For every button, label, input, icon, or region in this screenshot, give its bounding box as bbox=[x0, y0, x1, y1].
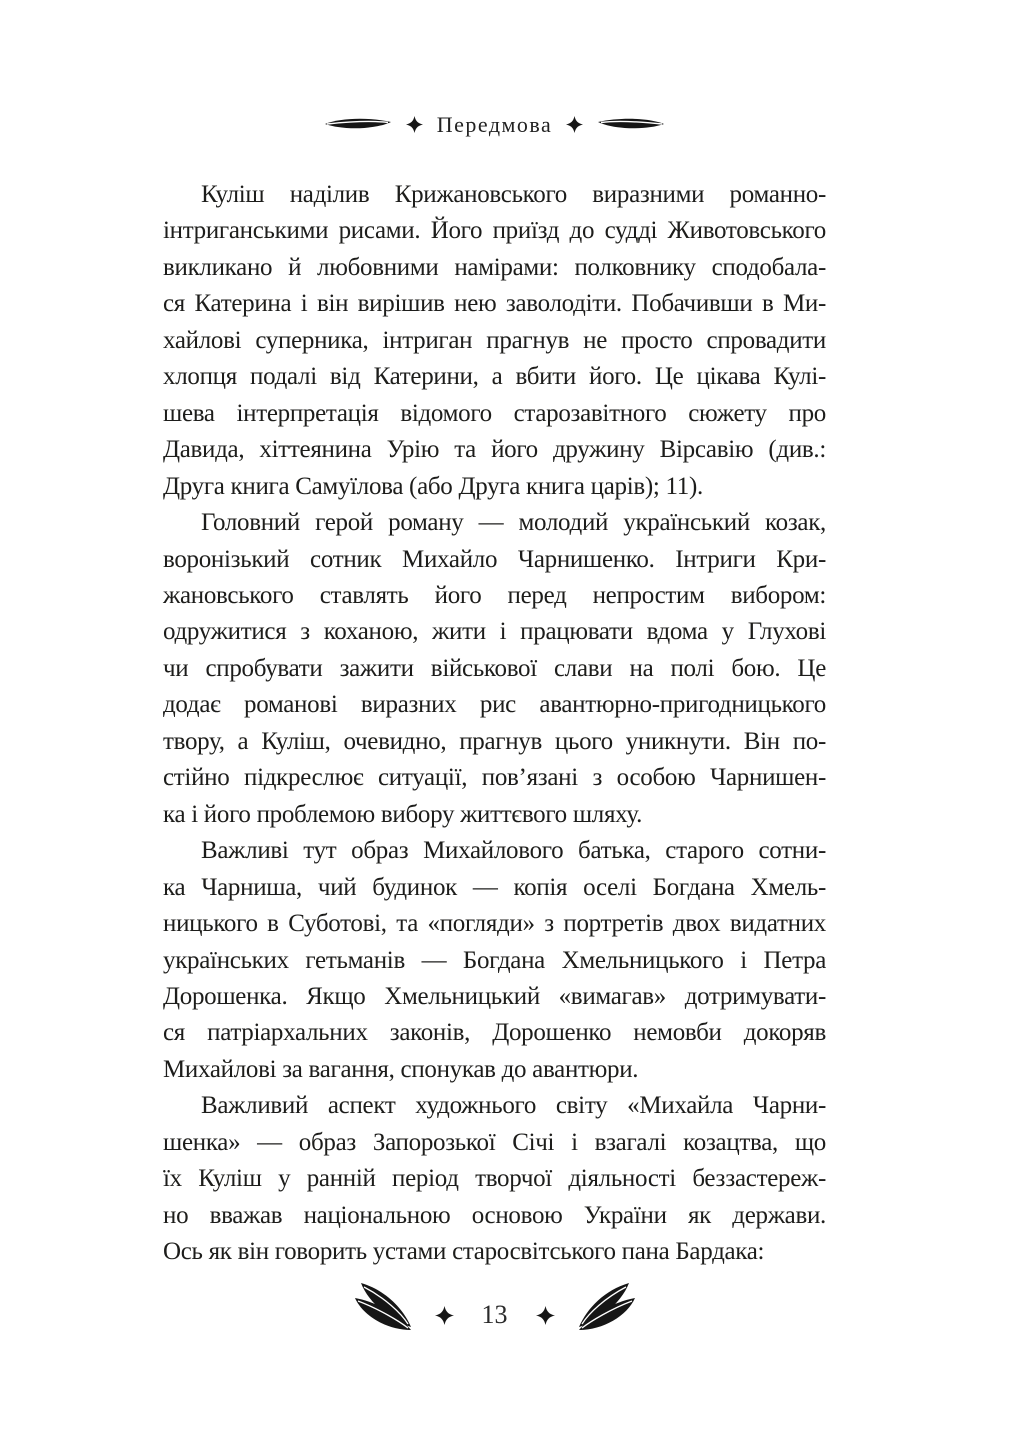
text-line: українських гетьманів — Богдана Хмельницького і Петра bbox=[163, 946, 826, 974]
page-number: 13 bbox=[481, 1300, 508, 1329]
text-line: твору, а Куліш, очевидно, прагнув цього уникнути. Він по- bbox=[163, 727, 826, 755]
text-line: їх Куліш у ранній період творчої діяльності беззастереж- bbox=[163, 1165, 826, 1193]
text-line: стійно підкреслює ситуації, пов’язані з особою Чарнишен- bbox=[163, 764, 826, 792]
text-line: воронізький сотник Михайло Чарнишенко. Інтриги Кри- bbox=[163, 545, 826, 573]
text-line: чи спробувати зажити військової слави на полі бою. Це bbox=[163, 654, 826, 682]
text-line: Давида, хіттеянина Урію та його дружину Вірсавію (див.: bbox=[163, 436, 826, 464]
text-line: хлопця подалі від Катерини, а вбити його. Це цікава Кулі- bbox=[163, 363, 826, 391]
text-line: хайлові суперника, інтриган прагнув не просто спровадити bbox=[163, 326, 826, 354]
paragraph bbox=[163, 833, 826, 1088]
text-line: шева інтерпретація відомого старозавітного сюжету про bbox=[163, 399, 826, 427]
running-head bbox=[163, 108, 826, 140]
text-line: ка і його проблемою вибору життєвого шляху. bbox=[163, 800, 643, 828]
text-line: ся Катерина і він вирішив нею заволодіти. Побачивши в Ми- bbox=[163, 290, 826, 318]
text-line: Куліш наділив Крижановського виразними романно- bbox=[201, 181, 826, 208]
paragraph bbox=[163, 177, 826, 505]
leaf-ornament-icon bbox=[597, 116, 665, 132]
leaf-ornament-icon bbox=[324, 116, 392, 132]
diamond-star-icon bbox=[566, 116, 583, 133]
text-line: Важливі тут образ Михайлового батька, старого сотни- bbox=[201, 837, 826, 865]
text-line: но вважав національною основою України як держави. bbox=[163, 1201, 826, 1229]
text-line: Ось як він говорить устами старосвітського пана Бардака: bbox=[163, 1238, 765, 1266]
diamond-star-icon bbox=[406, 116, 423, 133]
text-line: жановського ставлять його перед непростим вибором: bbox=[163, 581, 826, 609]
text-line: ся патріархальних законів, Дорошенко немовби докоряв bbox=[163, 1019, 826, 1047]
text-line: викликано й любовними намірами: полковнику сподобала- bbox=[163, 253, 826, 281]
text-line: Важливий аспект художнього світу «Михайла Чарни- bbox=[201, 1092, 826, 1120]
double-leaf-ornament-icon bbox=[355, 1282, 413, 1332]
diamond-star-icon bbox=[435, 1306, 454, 1325]
paragraph bbox=[163, 1088, 826, 1270]
text-line: одружитися з коханою, жити і працювати вдома у Глухові bbox=[163, 618, 826, 646]
text-line: додає романові виразних рис авантюрно-пригодницького bbox=[163, 691, 826, 719]
chapter-title: Передмова bbox=[436, 112, 553, 137]
text-line: ницького в Суботові, та «погляди» з портретів двох видатних bbox=[163, 910, 826, 938]
double-leaf-ornament-icon bbox=[577, 1282, 635, 1332]
page-footer bbox=[163, 1280, 826, 1334]
text-line: Дорошенка. Якщо Хмельницький «вимагав» дотримувати- bbox=[163, 982, 826, 1010]
text-line: ка Чарниша, чий будинок — копія оселі Богдана Хмель- bbox=[163, 873, 826, 901]
paragraph bbox=[163, 505, 826, 833]
diamond-star-icon bbox=[536, 1306, 555, 1325]
text-line: інтриганськими рисами. Його приїзд до судді Животовського bbox=[163, 217, 826, 245]
text-line: Друга книга Самуїлова (або Друга книга царів); 11). bbox=[163, 472, 703, 500]
text-line: Головний герой роману — молодий український козак, bbox=[201, 509, 826, 537]
text-line: Михайлові за вагання, спонукав до авантюри. bbox=[163, 1055, 639, 1083]
text-line: шенка» — образ Запорозької Січі і взагалі козацтва, що bbox=[163, 1128, 826, 1156]
body-text bbox=[163, 177, 826, 1271]
